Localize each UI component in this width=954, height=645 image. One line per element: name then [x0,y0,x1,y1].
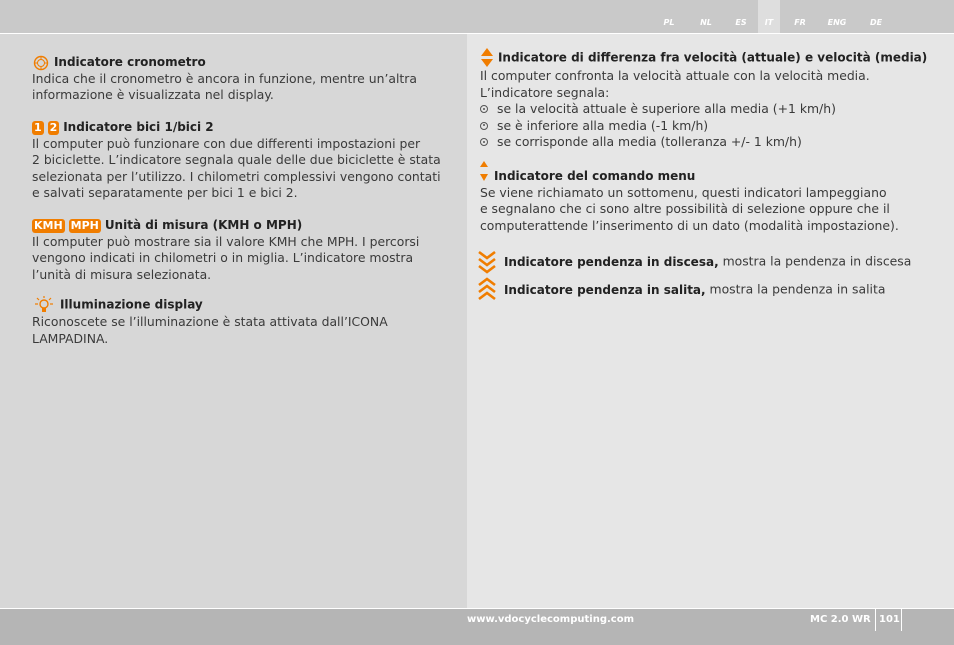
bullet-text: se è inferiore alla media (-1 km/h) [497,117,709,133]
section-light [32,296,462,347]
page-number: 101 [879,614,900,625]
footer-model: MC 2.0 WR [810,614,871,625]
unit-line-3: l’unità di misura selezionata. [32,266,212,282]
unit-line-2: vengono indicati in chilometri o in miglia. L’indicatore mostra [32,250,414,265]
stopwatch-line-2: informazione è visualizzata nel display. [32,87,274,102]
bullet-text: se corrisponde alla media (tolleranza +/- 1 km/h) [497,134,802,149]
lang-fr[interactable]: FR [794,18,806,27]
lang-pl[interactable]: PL [663,18,675,27]
menu-down-arrow-icon [480,172,490,182]
header-rule [0,33,954,34]
section-stopwatch [32,54,452,104]
speed-diff-bullet-1 [480,101,940,118]
descent-title: Indicatore pendenza in discesa, [503,254,719,269]
unit-line-1: Il computer può mostrare sia il valore KMH che MPH. I percorsi [32,233,420,249]
stopwatch-title: Indicatore cronometro [53,55,206,69]
mph-badge: MPH [70,218,99,232]
lang-de[interactable]: DE [869,18,883,27]
stopwatch-icon [32,55,50,71]
descent-text: mostra la pendenza in discesa [718,253,912,269]
ascent-title: Indicatore pendenza in salita, [503,282,706,297]
menu-up-arrow-icon [480,160,490,168]
menu-line-1: Se viene richiamato un sottomenu, questi indicatori lampeggiano [480,184,887,200]
bike-line-2: 2 biciclette. L’indicatore segnala quale delle due biciclette è stata [32,152,441,167]
unit-title: Unità di misura (KMH o MPH) [104,218,303,232]
menu-line-2: e segnalano che ci sono altre possibilità di selezione oppure che il [480,201,890,216]
bike-title: Indicatore bici 1/bici 2 [63,120,214,134]
section-descent [478,250,948,274]
ascent-chevron-icon [478,277,496,303]
speed-diff-title: Indicatore di differenza fra velocità (attuale) e velocità (media) [497,50,928,65]
bullet-icon [480,105,488,113]
footer-divider [901,609,902,631]
lang-nl[interactable]: NL [700,18,712,27]
footer-divider [875,609,876,631]
descent-chevron-icon [478,250,496,274]
footer-url[interactable]: www.vdocyclecomputing.com [467,614,635,625]
menu-line-3: computerattende l’inserimento di un dato (modalità impostazione). [480,217,899,233]
bullet-text: se la velocità attuale è superiore alla media (+1 km/h) [497,101,836,116]
light-title: Illuminazione display [59,297,203,312]
lightbulb-icon [32,296,56,314]
up-down-arrow-icon [480,48,494,68]
bike2-badge: 2 [49,120,58,134]
menu-title: Indicatore del comando menu [493,169,696,183]
section-bike [32,119,452,202]
ascent-text: mostra la pendenza in salita [705,281,886,297]
bullet-icon [480,122,488,130]
kmh-badge: KMH [34,218,63,232]
section-unit [32,217,452,283]
lang-eng[interactable]: ENG [827,18,847,27]
speed-diff-bullet-2 [480,118,940,135]
bike1-badge: 1 [34,120,42,134]
section-ascent [478,277,948,303]
speed-diff-bullet-3 [480,134,940,151]
speed-diff-line-1: Il computer confronta la velocità attuale con la velocità media. [480,68,870,83]
language-tabs [650,0,898,33]
bike-line-3: selezionata per l’utilizzo. I chilometri complessivi vengono contati [32,168,441,184]
section-menu [480,160,940,234]
bullet-icon [480,138,488,146]
lang-it[interactable]: IT [758,0,780,33]
speed-diff-line-2: L’indicatore segnala: [480,84,610,100]
light-line-1: Riconoscete se l’illuminazione è stata attivata dall’ICONA LAMPADINA. [32,314,388,346]
section-speed-diff [480,48,940,151]
stopwatch-line-1: Indica che il cronometro è ancora in funzione, mentre un’altra [32,70,417,86]
lang-es[interactable]: ES [735,18,747,27]
bike-line-1: Il computer può funzionare con due differenti impostazioni per [32,135,421,151]
bike-line-4: e salvati separatamente per bici 1 e bici 2. [32,185,298,200]
